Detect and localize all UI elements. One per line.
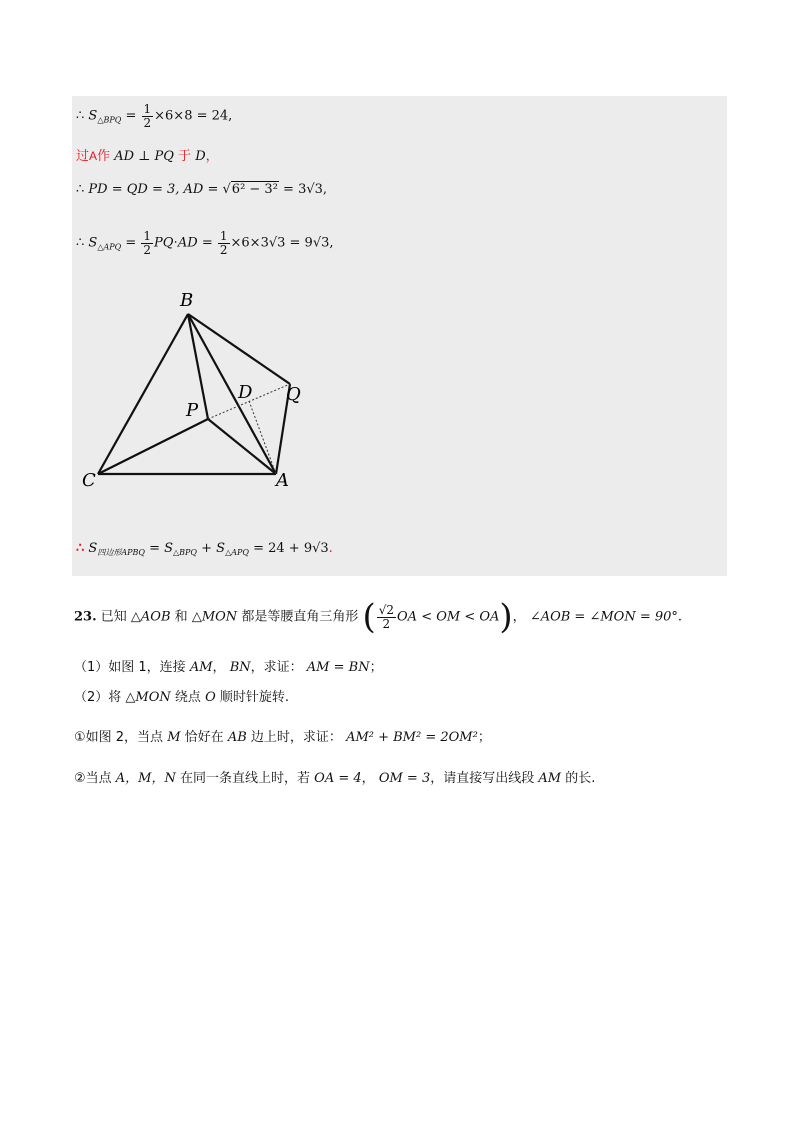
- area-symbol: S: [88, 108, 98, 124]
- solution-line-5: ∴ $S_{四边形APBQ} = S_{\triangle BPQ} + S_{\triangle APQ} = 24 + 9√3$.: [76, 541, 333, 557]
- solution-line-4: ∴ $S_{\triangle APQ}$ = $\frac{1}{2}$ PQ⋅AD = $\frac{1}{2}$ ×6×3√3 = 9√3,: [76, 229, 334, 257]
- equals: =: [125, 108, 137, 124]
- label-d: D: [238, 382, 253, 403]
- expression: ×6×8 = 24,: [154, 108, 233, 124]
- question-23-line-1: 23. 已知 △AOB 和 △MON 都是等腰直角三角形 ( $\frac{√2}{2}$ OA < OM < OA)， ∠AOB = ∠MON = 90°.: [74, 597, 683, 637]
- segment-bc: [98, 314, 188, 474]
- area-subscript: △BPQ: [97, 115, 122, 125]
- therefore-symbol: ∴: [76, 108, 85, 124]
- geometry-figure: [78, 286, 338, 496]
- label-p: P: [186, 400, 199, 421]
- solution-line-1: [76, 103, 232, 129]
- question-part-2: （2）将 △MON 绕点 O 顺时针旋转.: [74, 690, 290, 705]
- label-b: B: [180, 290, 194, 311]
- question-number: 23.: [74, 609, 97, 625]
- fraction: $\frac{1}{2}$: [143, 102, 152, 130]
- solution-line-2: 过A作 AD ⊥ PQ 于 D，: [76, 149, 219, 164]
- label-c: C: [82, 470, 96, 491]
- question-part-2-1: ①如图 2，当点 M 恰好在 AB 边上时，求证： AM² + BM² = 2OM²；: [74, 730, 491, 745]
- perpendicular-statement: AD ⊥ PQ: [114, 149, 174, 164]
- segment-ba: [188, 314, 276, 474]
- solution-line-3: ∴ PD = QD = 3, AD = √6² − 3² = 3√3,: [76, 182, 328, 197]
- question-part-1: （1）如图 1，连接 AM， BN，求证： AM = BN；: [74, 660, 383, 675]
- segment-bq: [188, 314, 290, 384]
- label-a: A: [276, 470, 289, 491]
- label-q: Q: [286, 384, 301, 405]
- question-part-2-2: ②当点 A，M，N 在同一条直线上时，若 OA = 4， OM = 3，请直接写出线段 AM 的长.: [74, 771, 596, 786]
